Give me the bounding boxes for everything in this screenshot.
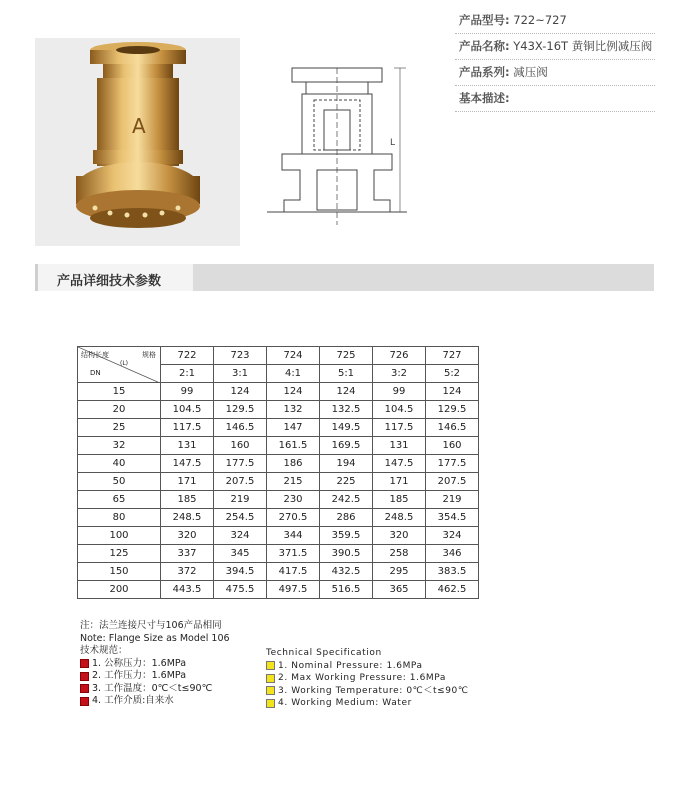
- length-cell: 194: [320, 455, 373, 473]
- table-row: [78, 401, 479, 419]
- dn-cell: 20: [78, 401, 161, 419]
- length-cell: 104.5: [161, 401, 214, 419]
- dn-cell: 25: [78, 419, 161, 437]
- corner-dn-label: DN: [90, 369, 101, 377]
- spec-item: [80, 658, 230, 671]
- dn-cell: 40: [78, 455, 161, 473]
- length-cell: 219: [426, 491, 479, 509]
- dn-cell: 200: [78, 581, 161, 599]
- dn-cell: 125: [78, 545, 161, 563]
- length-cell: 124: [320, 383, 373, 401]
- ratio-cell: 3:1: [214, 365, 267, 383]
- length-cell: 359.5: [320, 527, 373, 545]
- ratio-cell: 2:1: [161, 365, 214, 383]
- model-cell: 724: [267, 347, 320, 365]
- length-cell: 117.5: [373, 419, 426, 437]
- length-cell: 132.5: [320, 401, 373, 419]
- dn-cell: 100: [78, 527, 161, 545]
- table-row: [78, 581, 479, 599]
- info-label: 产品系列:: [459, 65, 510, 79]
- length-cell: 258: [373, 545, 426, 563]
- length-cell: 346: [426, 545, 479, 563]
- svg-text:A: A: [132, 114, 146, 138]
- brass-valve-image: [35, 38, 240, 246]
- length-cell: 104.5: [373, 401, 426, 419]
- square-bullet-icon: [266, 699, 275, 708]
- info-row-series: [455, 60, 655, 86]
- length-cell: 131: [161, 437, 214, 455]
- dimension-label: L: [390, 138, 396, 148]
- square-bullet-icon: [80, 672, 89, 681]
- table-row: [78, 509, 479, 527]
- corner-unit-label: (L): [120, 360, 129, 367]
- corner-spec-label: 规格: [142, 351, 156, 359]
- square-bullet-icon: [80, 697, 89, 706]
- spec-item-text: 2. 工作压力：1.6MPa: [92, 670, 187, 681]
- length-cell: 160: [214, 437, 267, 455]
- dn-cell: 80: [78, 509, 161, 527]
- length-cell: 443.5: [161, 581, 214, 599]
- square-bullet-icon: [80, 684, 89, 693]
- info-value: Y43X-16T 黄铜比例减压阀: [513, 39, 653, 53]
- model-cell: 727: [426, 347, 479, 365]
- table-row: [78, 473, 479, 491]
- length-cell: 124: [214, 383, 267, 401]
- dn-cell: 32: [78, 437, 161, 455]
- length-cell: 147.5: [373, 455, 426, 473]
- spec-item-text: 3. 工作温度：0℃＜t≤90℃: [92, 682, 213, 694]
- length-cell: 169.5: [320, 437, 373, 455]
- length-cell: 295: [373, 563, 426, 581]
- spec-item-text: 4. Working Medium: Water: [278, 698, 412, 708]
- table-row: [78, 491, 479, 509]
- spec-item: [266, 672, 469, 685]
- spec-item: [80, 670, 230, 683]
- length-cell: 390.5: [320, 545, 373, 563]
- section-header: [35, 264, 654, 291]
- table-row: [78, 527, 479, 545]
- product-photo: [35, 38, 240, 246]
- model-cell: 722: [161, 347, 214, 365]
- length-cell: 124: [426, 383, 479, 401]
- length-cell: 225: [320, 473, 373, 491]
- info-label: 基本描述:: [459, 91, 510, 105]
- length-cell: 149.5: [320, 419, 373, 437]
- cross-section-drawing: [262, 60, 412, 230]
- spec-item-text: 4. 工作介质:自来水: [92, 695, 174, 706]
- ratio-cell: 5:2: [426, 365, 479, 383]
- table-row: [78, 419, 479, 437]
- table-row: [78, 383, 479, 401]
- table-row: [78, 437, 479, 455]
- length-cell: 344: [267, 527, 320, 545]
- length-cell: 254.5: [214, 509, 267, 527]
- length-cell: 129.5: [426, 401, 479, 419]
- length-cell: 117.5: [161, 419, 214, 437]
- info-label: 产品名称:: [459, 39, 510, 53]
- length-cell: 286: [320, 509, 373, 527]
- model-cell: 725: [320, 347, 373, 365]
- table-header-row: [78, 347, 479, 365]
- length-cell: 371.5: [267, 545, 320, 563]
- table-corner-cell: [78, 347, 161, 383]
- spec-item: [266, 685, 469, 698]
- length-cell: 462.5: [426, 581, 479, 599]
- length-cell: 383.5: [426, 563, 479, 581]
- table-row: [78, 455, 479, 473]
- spec-item: [80, 683, 230, 696]
- length-cell: 147: [267, 419, 320, 437]
- length-cell: 207.5: [214, 473, 267, 491]
- length-cell: 337: [161, 545, 214, 563]
- spec-item-text: 1. 公称压力：1.6MPa: [92, 657, 187, 669]
- length-cell: 99: [161, 383, 214, 401]
- length-cell: 219: [214, 491, 267, 509]
- length-cell: 171: [161, 473, 214, 491]
- flange-note-cn: 注：法兰连接尺寸与106产品相同: [80, 620, 222, 631]
- length-cell: 146.5: [214, 419, 267, 437]
- length-cell: 497.5: [267, 581, 320, 599]
- length-cell: 270.5: [267, 509, 320, 527]
- info-row-model: [455, 8, 655, 34]
- dn-cell: 15: [78, 383, 161, 401]
- product-info: [455, 8, 655, 112]
- dn-cell: 50: [78, 473, 161, 491]
- notes-cn: [80, 620, 230, 708]
- table-row: [78, 563, 479, 581]
- spec-item: [80, 695, 230, 708]
- length-cell: 354.5: [426, 509, 479, 527]
- flange-note-en: Note: Flange Size as Model 106: [80, 632, 230, 644]
- tech-spec-title-en: Technical Specification: [266, 648, 382, 658]
- length-cell: 365: [373, 581, 426, 599]
- corner-length-label: 结构长度: [81, 351, 109, 359]
- tech-spec-title-cn: 技术规范：: [80, 645, 128, 656]
- length-cell: 207.5: [426, 473, 479, 491]
- length-cell: 230: [267, 491, 320, 509]
- length-cell: 171: [373, 473, 426, 491]
- length-cell: 177.5: [214, 455, 267, 473]
- info-row-description: [455, 86, 655, 112]
- spec-item-text: 2. Max Working Pressure: 1.6MPa: [278, 673, 447, 683]
- length-cell: 160: [426, 437, 479, 455]
- length-cell: 131: [373, 437, 426, 455]
- ratio-cell: 3:2: [373, 365, 426, 383]
- length-cell: 248.5: [161, 509, 214, 527]
- length-cell: 215: [267, 473, 320, 491]
- length-cell: 345: [214, 545, 267, 563]
- length-cell: 417.5: [267, 563, 320, 581]
- length-cell: 324: [214, 527, 267, 545]
- length-cell: 324: [426, 527, 479, 545]
- length-cell: 132: [267, 401, 320, 419]
- spec-item: [266, 697, 469, 710]
- table-row: [78, 545, 479, 563]
- notes-en: [266, 647, 469, 710]
- length-cell: 161.5: [267, 437, 320, 455]
- square-bullet-icon: [266, 674, 275, 683]
- dn-cell: 150: [78, 563, 161, 581]
- length-cell: 475.5: [214, 581, 267, 599]
- length-cell: 124: [267, 383, 320, 401]
- length-cell: 320: [161, 527, 214, 545]
- length-cell: 185: [161, 491, 214, 509]
- square-bullet-icon: [80, 659, 89, 668]
- ratio-cell: 4:1: [267, 365, 320, 383]
- length-cell: 186: [267, 455, 320, 473]
- square-bullet-icon: [266, 686, 275, 695]
- square-bullet-icon: [266, 661, 275, 670]
- length-cell: 516.5: [320, 581, 373, 599]
- info-value: 减压阀: [513, 65, 548, 79]
- length-cell: 394.5: [214, 563, 267, 581]
- info-label: 产品型号:: [459, 13, 510, 27]
- length-cell: 177.5: [426, 455, 479, 473]
- info-value: 722~727: [513, 13, 567, 27]
- spec-item-text: 1. Nominal Pressure: 1.6MPa: [278, 660, 423, 671]
- length-cell: 432.5: [320, 563, 373, 581]
- model-cell: 723: [214, 347, 267, 365]
- length-cell: 129.5: [214, 401, 267, 419]
- length-cell: 242.5: [320, 491, 373, 509]
- valve-section-diagram: [262, 60, 412, 230]
- length-cell: 147.5: [161, 455, 214, 473]
- info-row-name: [455, 34, 655, 60]
- length-cell: 320: [373, 527, 426, 545]
- model-cell: 726: [373, 347, 426, 365]
- length-cell: 248.5: [373, 509, 426, 527]
- spec-item-text: 3. Working Temperature: 0℃＜t≤90℃: [278, 685, 469, 696]
- dn-cell: 65: [78, 491, 161, 509]
- length-cell: 185: [373, 491, 426, 509]
- spec-table: [77, 346, 479, 599]
- ratio-cell: 5:1: [320, 365, 373, 383]
- length-cell: 146.5: [426, 419, 479, 437]
- section-title: 产品详细技术参数: [57, 274, 162, 289]
- length-cell: 372: [161, 563, 214, 581]
- spec-item: [266, 660, 469, 673]
- length-cell: 99: [373, 383, 426, 401]
